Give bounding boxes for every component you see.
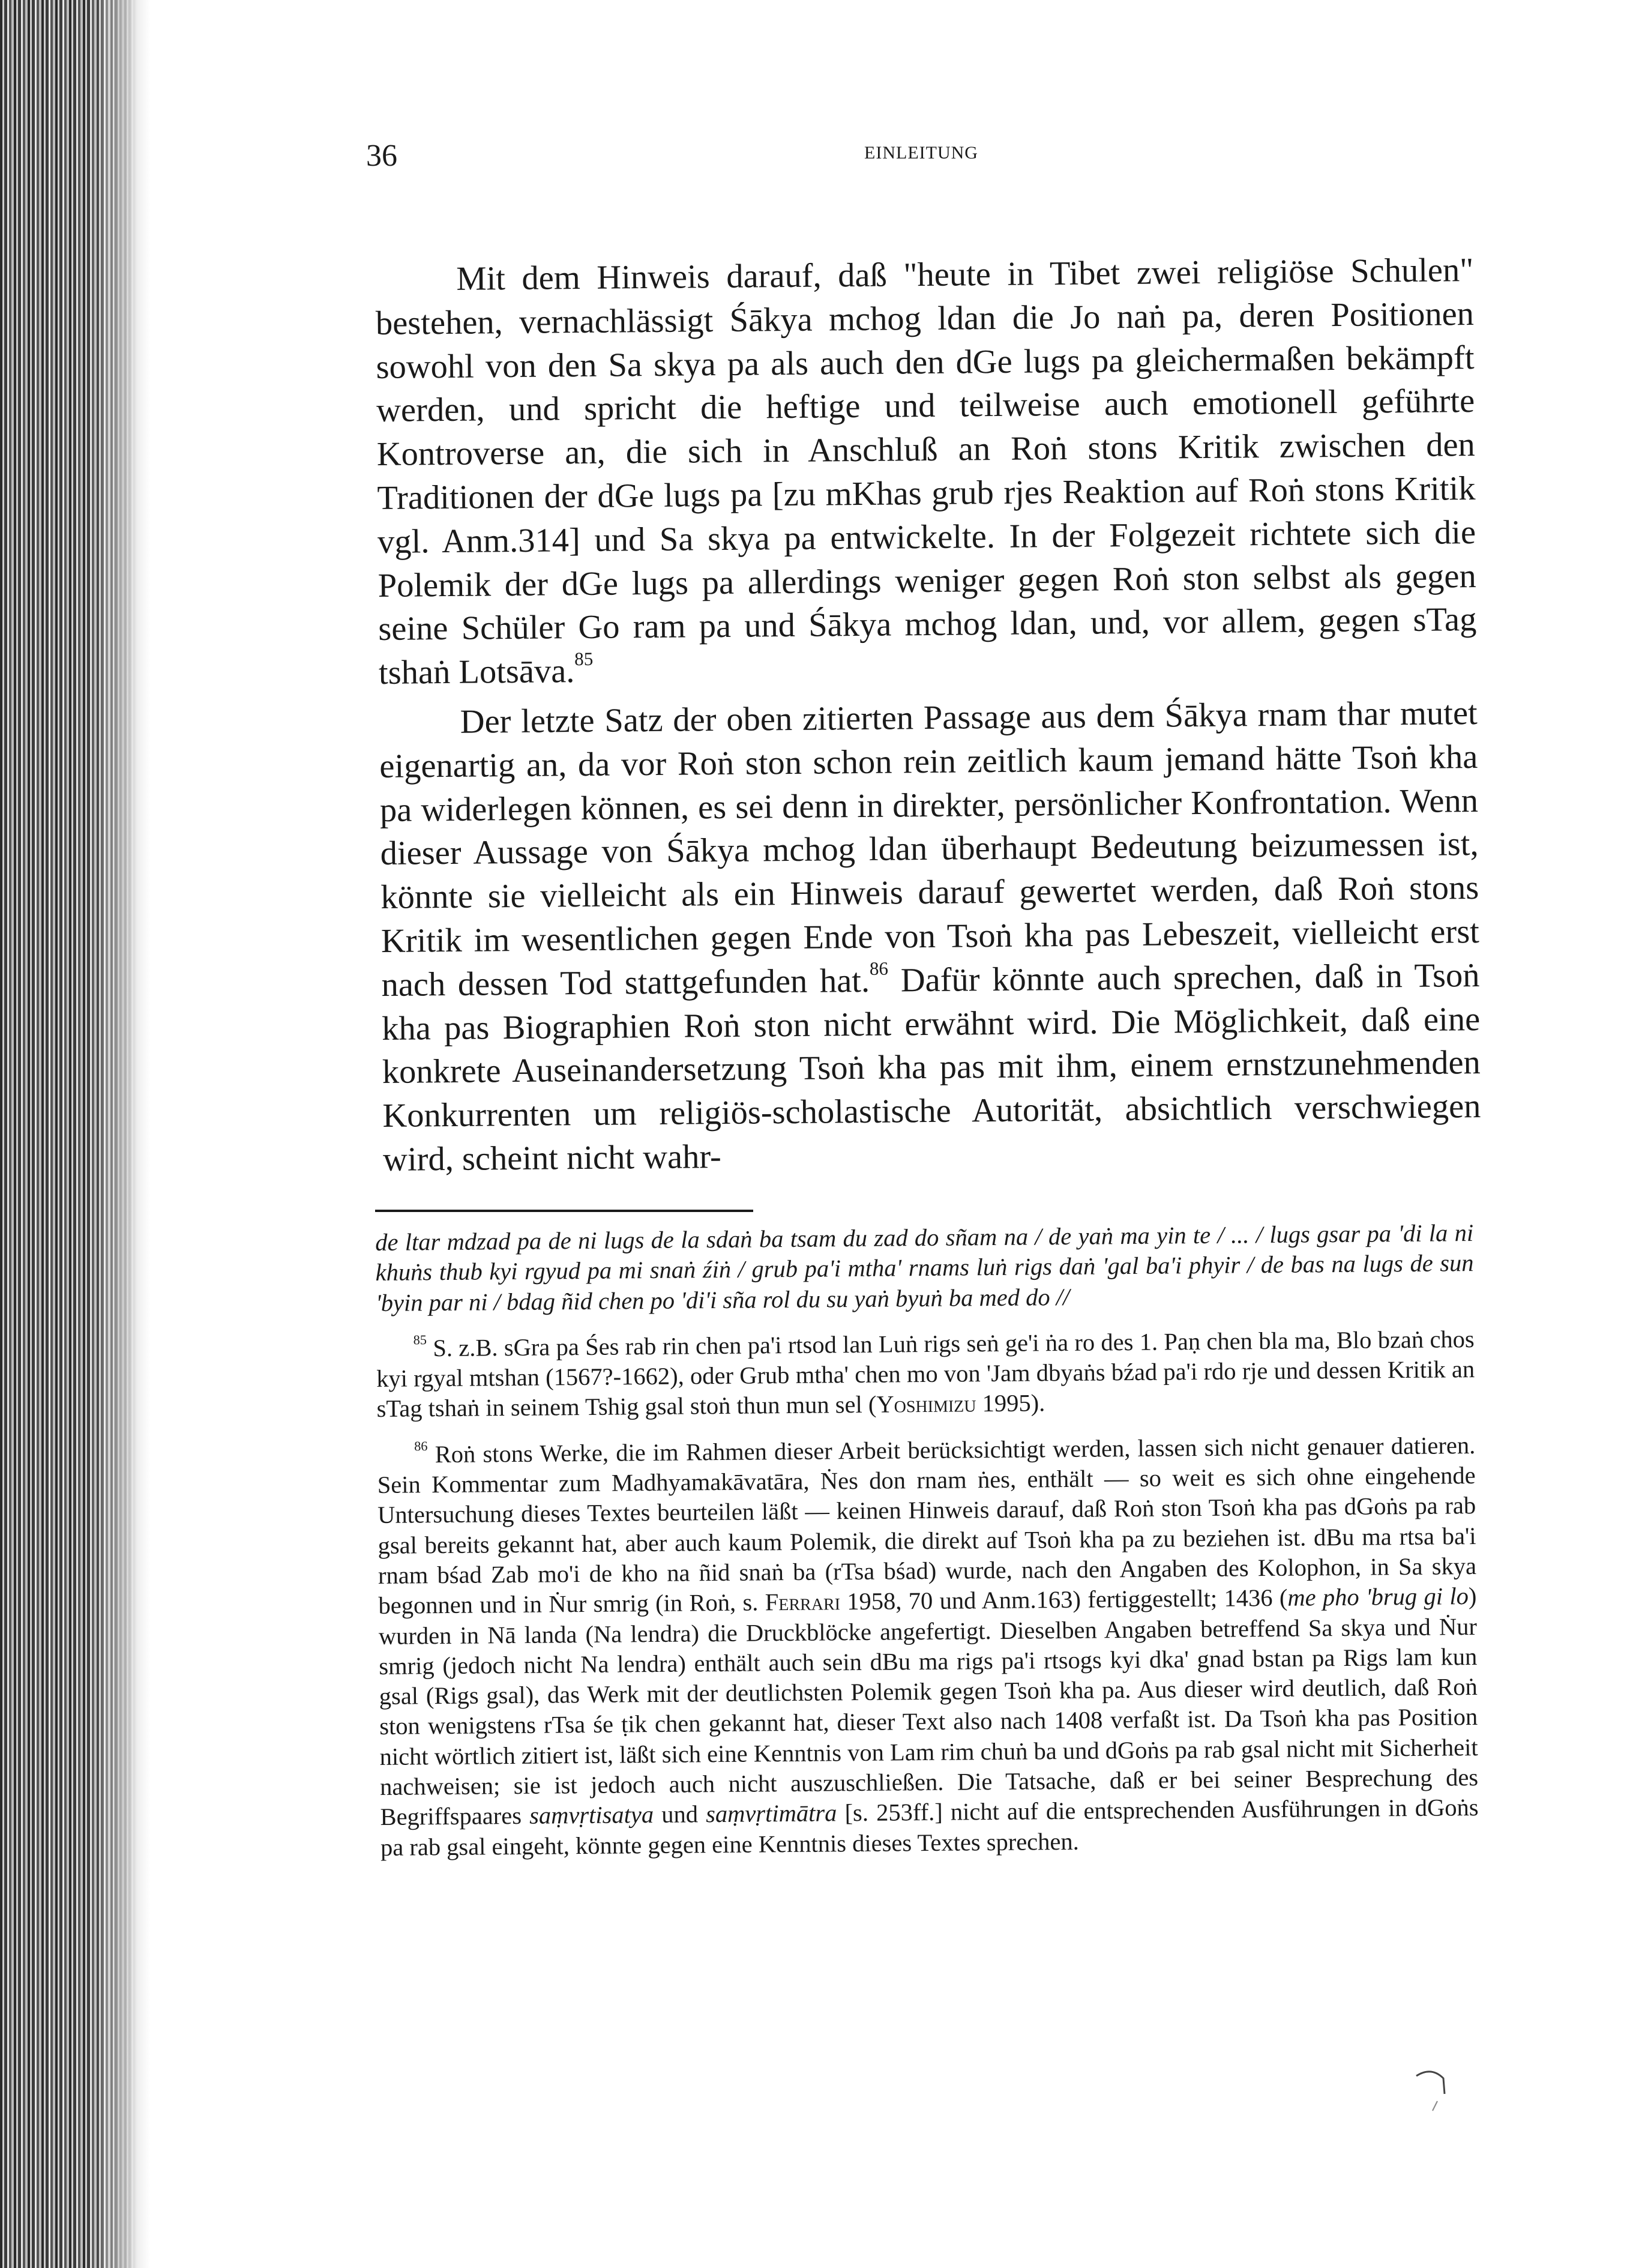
paragraph-2	[379, 692, 1481, 1182]
footnote-85-text: S. z.B. sGra pa Śes rab rin chen pa'i rtsod lan Luṅ rigs seṅ ge'i ṅa ro des 1. Paṇ chen bla ma, Blo bzaṅ chos kyi rgyal mtshan (1567?-1662), oder Grub mtha' chen mo von 'Jam dbyaṅs bźad pa'i rdo rje und dessen Kritik an sTag tshaṅ in seinem Tshig gsal stoṅ thun mun sel (	[376, 1325, 1475, 1423]
paragraph-1-text: Mit dem Hinweis darauf, daß "heute in Tibet zwei religiöse Schulen" bestehen, vernachlässigt Śākya mchog ldan die Jo naṅ pa, deren Positionen sowohl von den Sa skya pa als auch den dGe lugs pa gleichermaßen bekämpft werden, und spricht die heftige und teilweise auch emotionell geführte Kontroverse an, die sich in Anschluß an Roṅ stons Kritik zwischen den Traditionen der dGe lugs pa [zu mKhas grub rjes Reaktion auf Roṅ stons Kritik vgl. Anm.314] und Sa skya pa entwickelte. In der Folgezeit richtete sich die Polemik der dGe lugs pa allerdings weniger gegen Roṅ ston selbst als gegen seine Schüler Go ram pa und Śākya mchog ldan, und, vor allem, gegen sTag tshaṅ Lotsāva.	[375, 252, 1477, 692]
footnote-85-author: Yoshimizu	[876, 1390, 976, 1419]
footnote-86-italic-1: me pho 'brug gi lo	[1287, 1582, 1469, 1612]
page-header	[366, 138, 1476, 180]
footnote-86-text-3: ) wurden in Nā landa (Na lendra) die Druckblöcke angefertigt. Dieselben Angaben betreffend Sa skya und Ṅur smrig (jedoch nicht Na lendra) enthält auch sein dBu ma rigs pa'i rtsogs kyi dka' gnad bstan pa Rigs lam kun gsal (Rigs gsal), das Werk mit der deutlichsten Polemik gegen Tsoṅ kha pa. Aus dieser wird deutlich, daß Roṅ ston wenigstens rTsa śe ṭik chen gekannt hat, dieser Text also nach 1408 verfaßt ist. Da Tsoṅ kha pas Position nicht wörtlich zitiert ist, läßt sich eine Kenntnis von Lam rim chuṅ ba und dGoṅs pa rab gsal nicht mit Sicherheit nachweisen; sie ist jedoch auch nicht auszuschließen. Die Tatsache, daß er bei seiner Besprechung des Begriffspaares	[378, 1582, 1479, 1831]
paragraph-2-text-b: Dafür könnte auch sprechen, daß in Tsoṅ kha pas Biographien Roṅ ston nicht erwähnt wird. Die Möglichkeit, daß eine konkrete Auseinandersetzung Tsoṅ kha pas mit ihm, einem ernstzunehmenden Konkurrenten um religiös-scholastische Autorität, absichtlich verschwiegen wird, scheint nicht wahr-	[381, 956, 1481, 1178]
scan-mark-icon	[1413, 2065, 1455, 2113]
main-text	[375, 249, 1481, 1182]
footnote-86-number: 86	[414, 1438, 428, 1454]
footnote-85-number: 85	[413, 1332, 427, 1348]
running-head: EINLEITUNG	[864, 143, 978, 163]
footnote-86-italic-3: saṃvṛtimātra	[705, 1799, 837, 1828]
page-number: 36	[366, 139, 397, 173]
footnotes	[375, 1218, 1479, 1863]
paragraph-2-text-a: Der letzte Satz der oben zitierten Passage aus dem Śākya rnam thar mutet eigenartig an, da vor Roṅ ston schon rein zeitlich kaum jemand hätte Tsoṅ kha pa widerlegen können, es sei denn in direkter, persönlicher Konfrontation. Wenn dieser Aussage von Śākya mchog ldan überhaupt Bedeutung beizumessen ist, könnte sie vielleicht als ein Hinweis darauf gewertet werden, daß Roṅ stons Kritik im wesentlichen gegen Ende von Tsoṅ kha pas Lebeszeit, vielleicht erst nach dessen Tod stattgefunden hat.	[379, 694, 1480, 1004]
footnote-86	[377, 1431, 1479, 1863]
footnote-86-text-2: 1958, 70 und Anm.163) fertiggestellt; 1436 (	[840, 1584, 1288, 1615]
footnote-rule	[375, 1210, 753, 1212]
spine-fade	[114, 0, 150, 2268]
footnote-86-italic-2: saṃvṛtisatya	[529, 1801, 654, 1830]
footnote-86-text-4: und	[653, 1800, 706, 1829]
footnote-85	[376, 1324, 1475, 1425]
footnote-continuation: de ltar mdzad pa de ni lugs de la sdaṅ ba tsam du zad do sñam na / de yaṅ ma yin te / ... / lugs gsar pa 'di la ni khuṅs thub kyi rgyud pa mi snaṅ źiṅ / grub pa'i mtha' rnams luṅ rigs daṅ 'gal ba'i phyir / de bas na lugs de sun 'byin par ni / bdag ñid chen po 'di'i sña rol du su yaṅ byuṅ ba med do //	[375, 1219, 1474, 1316]
footnote-86-text-5: [s. 253ff.] nicht auf die entsprechenden Ausführungen in dGoṅs pa rab gsal eingeht, könnte gegen eine Kenntnis dieses Textes sprechen.	[380, 1794, 1479, 1861]
footnote-86-text-1: Roṅ stons Werke, die im Rahmen dieser Arbeit berücksichtigt werden, lassen sich nicht genauer datieren. Sein Kommentar zum Madhyamakāvatāra, Ṅes don rnam ṅes, enthält — so weit es sich ohne eingehende Untersuchung dieses Textes beurteilen läßt — keinen Hinweis darauf, daß Roṅ ston Tsoṅ kha pas dGoṅs pa rab gsal bereits gekannt hat, aber auch kaum Polemik, die direkt auf Tsoṅ kha pa zu beziehen ist. dBu ma rtsa ba'i rnam bśad Zab mo'i de kho na ñid snaṅ ba (rTsa bśad) wurde, nach den Angaben des Kolophon, in Sa skya begonnen und in Ṅur smrig (in Roṅ, s.	[377, 1431, 1477, 1620]
paragraph-1	[375, 249, 1477, 695]
footnote-ref-85: 85	[574, 648, 594, 670]
footnote-86-author: Ferrari	[765, 1588, 841, 1616]
footnote-ref-86: 86	[869, 958, 889, 979]
footnote-85-tail: 1995).	[976, 1389, 1045, 1417]
